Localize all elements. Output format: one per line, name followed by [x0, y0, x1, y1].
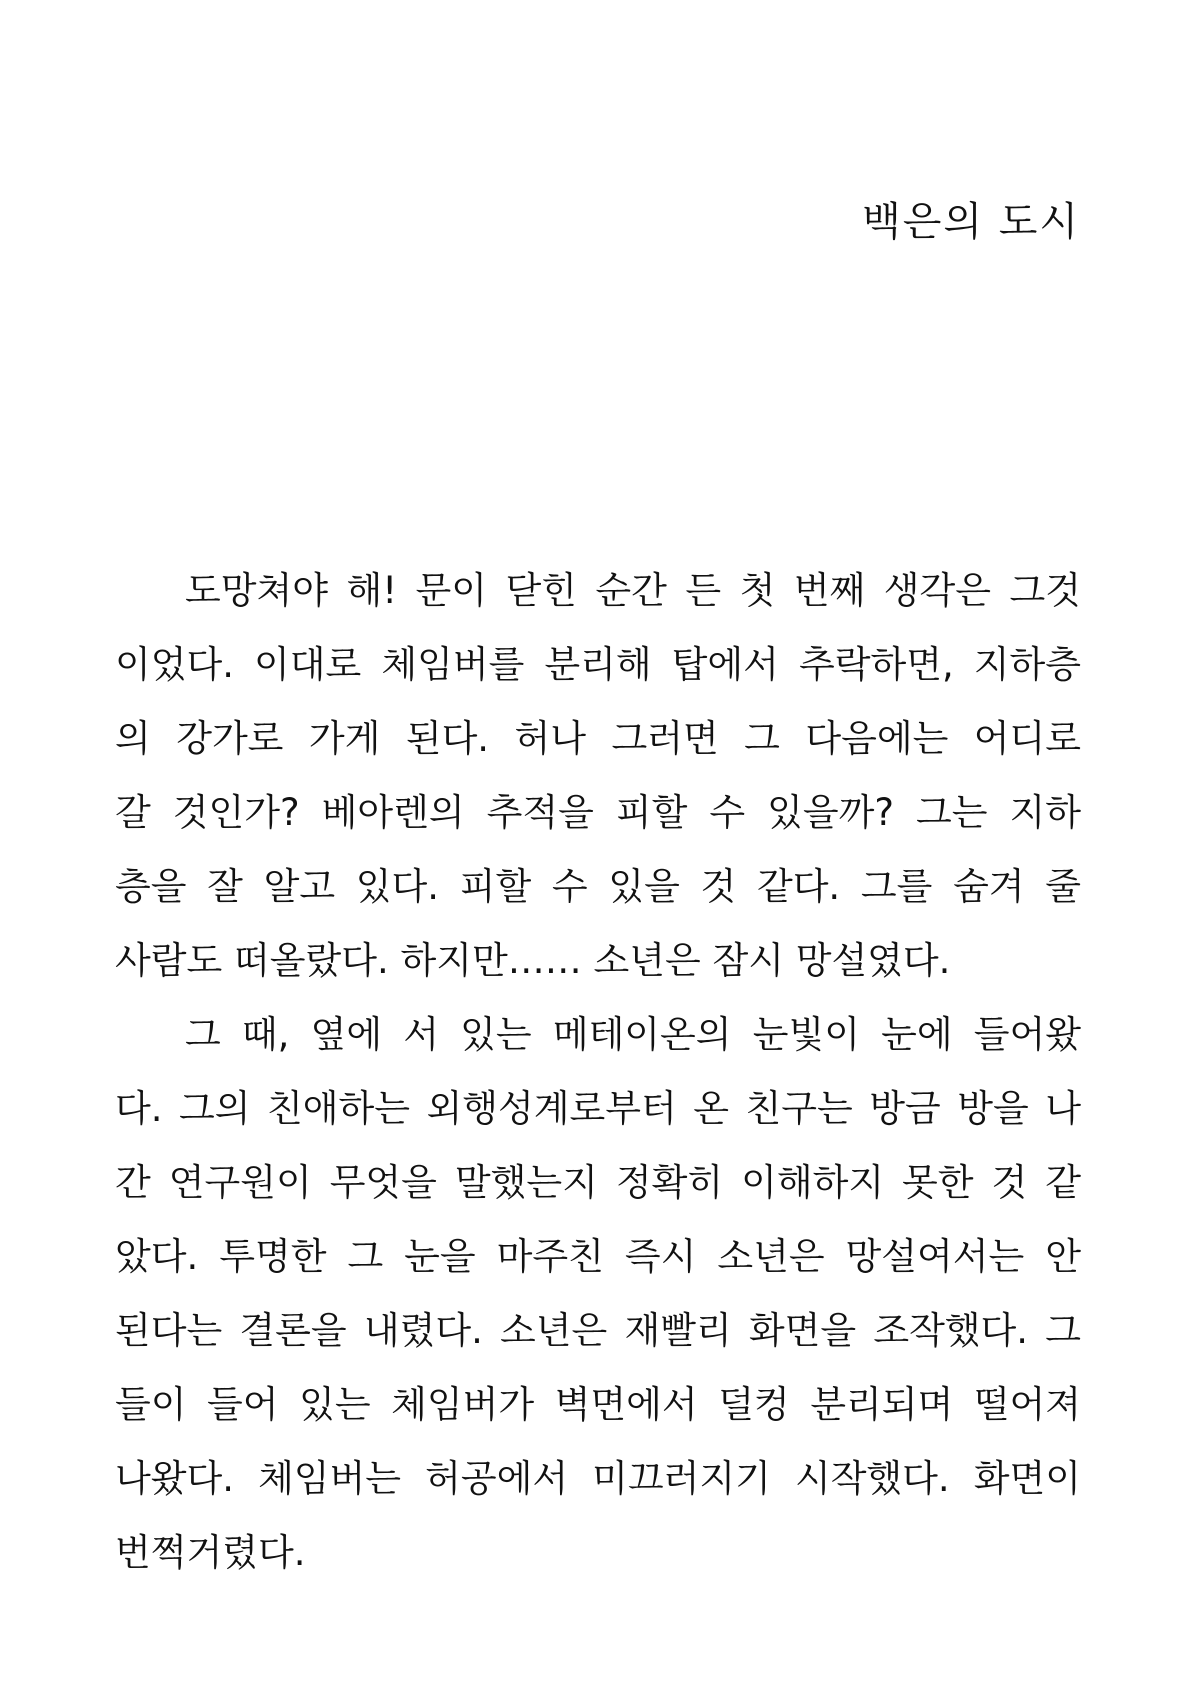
text-line: 나왔다. 체임버는 허공에서 미끄러지기 시작했다. 화면이: [115, 1457, 1081, 1500]
text-line: 들이 들어 있는 체임버가 벽면에서 덜컹 분리되며 떨어져: [115, 1383, 1081, 1426]
text-line: 갈 것인가? 베아렌의 추적을 피할 수 있을까? 그는 지하: [115, 791, 1081, 834]
text-line: 층을 잘 알고 있다. 피할 수 있을 것 같다. 그를 숨겨 줄: [115, 865, 1081, 908]
text-line: 사람도 떠올랐다. 하지만…… 소년은 잠시 망설였다.: [115, 939, 951, 982]
body-text: [115, 554, 1081, 1590]
running-header-title: 백은의 도시: [862, 199, 1080, 245]
text-line: 다. 그의 친애하는 외행성계로부터 온 친구는 방금 방을 나: [115, 1087, 1081, 1130]
text-line: 이었다. 이대로 체임버를 분리해 탑에서 추락하면, 지하층: [115, 643, 1081, 686]
text-line: 도망쳐야 해! 문이 닫힌 순간 든 첫 번째 생각은 그것: [185, 569, 1081, 612]
text-line: 의 강가로 가게 된다. 허나 그러면 그 다음에는 어디로: [115, 717, 1081, 760]
text-line: 았다. 투명한 그 눈을 마주친 즉시 소년은 망설여서는 안: [115, 1235, 1081, 1278]
text-line: 번쩍거렸다.: [115, 1531, 306, 1574]
text-line: 된다는 결론을 내렸다. 소년은 재빨리 화면을 조작했다. 그: [115, 1309, 1081, 1352]
text-line: 그 때, 옆에 서 있는 메테이온의 눈빛이 눈에 들어왔: [185, 1013, 1081, 1056]
paragraph: [115, 998, 1081, 1590]
text-line: 간 연구원이 무엇을 말했는지 정확히 이해하지 못한 것 같: [115, 1161, 1081, 1204]
paragraph: [115, 554, 1081, 998]
